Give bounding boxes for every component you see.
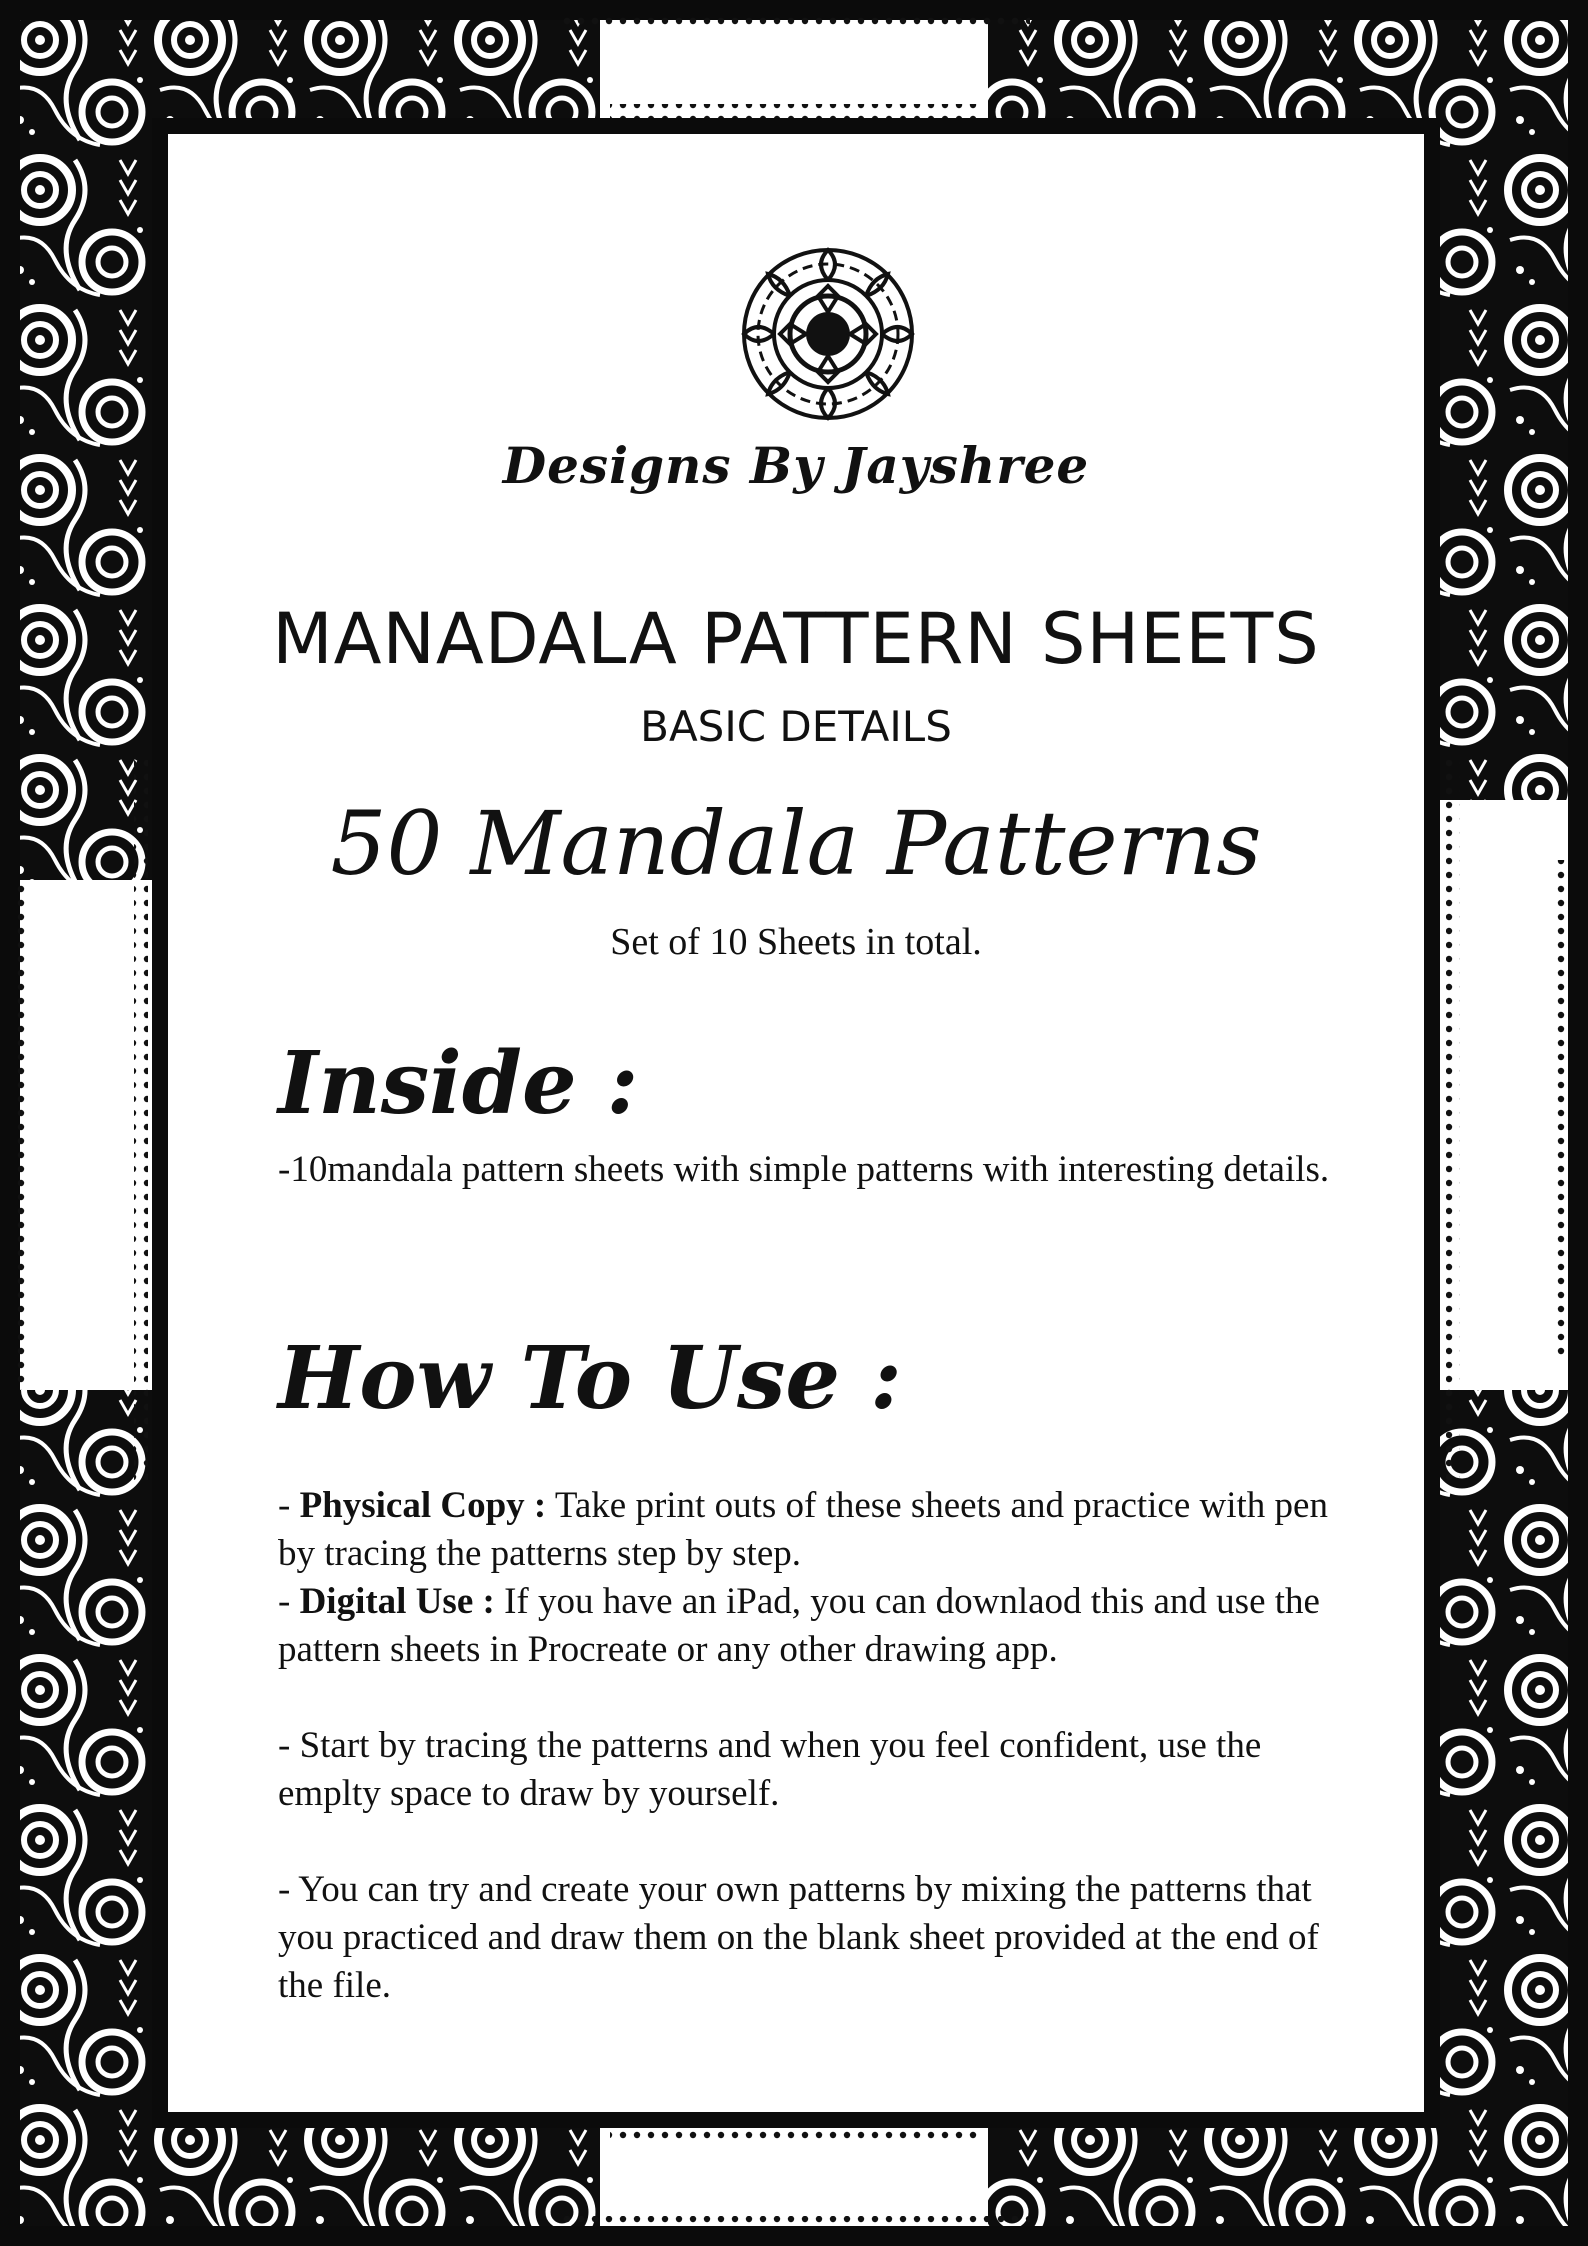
inside-text [278, 1146, 1338, 1194]
physical-copy-label: Physical Copy : [299, 1485, 547, 1526]
mandala-logo-icon [738, 244, 918, 424]
list-item-digital-use: - Digital Use : If you have an iPad, you can downlaod this and use the pattern sheets in Procreate or any other drawing app. [278, 1581, 1320, 1670]
inside-heading: Inside : [278, 1033, 639, 1134]
page-subtitle: BASIC DETAILS [640, 702, 952, 751]
digital-use-label: Digital Use : [299, 1581, 495, 1622]
list-item-physical-copy: - Physical Copy : Take print outs of these sheets and practice with pen by tracing the patterns step by step. [278, 1485, 1328, 1574]
page-title: MANADALA PATTERN SHEETS [272, 598, 1320, 680]
how-to-use-list [278, 1482, 1338, 2010]
list-item-create-patterns: - You can try and create your own patterns by mixing the patterns that you practiced and draw them on the blank sheet provided at the end of the file. [278, 1869, 1319, 2006]
how-to-use-heading: How To Use : [278, 1328, 902, 1429]
list-item-start-tracing: - Start by tracing the patterns and when you feel confident, use the emplty space to draw by yourself. [278, 1725, 1262, 1814]
content-panel [168, 134, 1424, 2112]
inside-paragraph: -10mandala pattern sheets with simple patterns with interesting details. [278, 1149, 1330, 1190]
set-info: Set of 10 Sheets in total. [610, 921, 982, 963]
headline: 50 Mandala Patterns [330, 792, 1262, 895]
brand-name: Designs By Jayshree [502, 436, 1090, 495]
